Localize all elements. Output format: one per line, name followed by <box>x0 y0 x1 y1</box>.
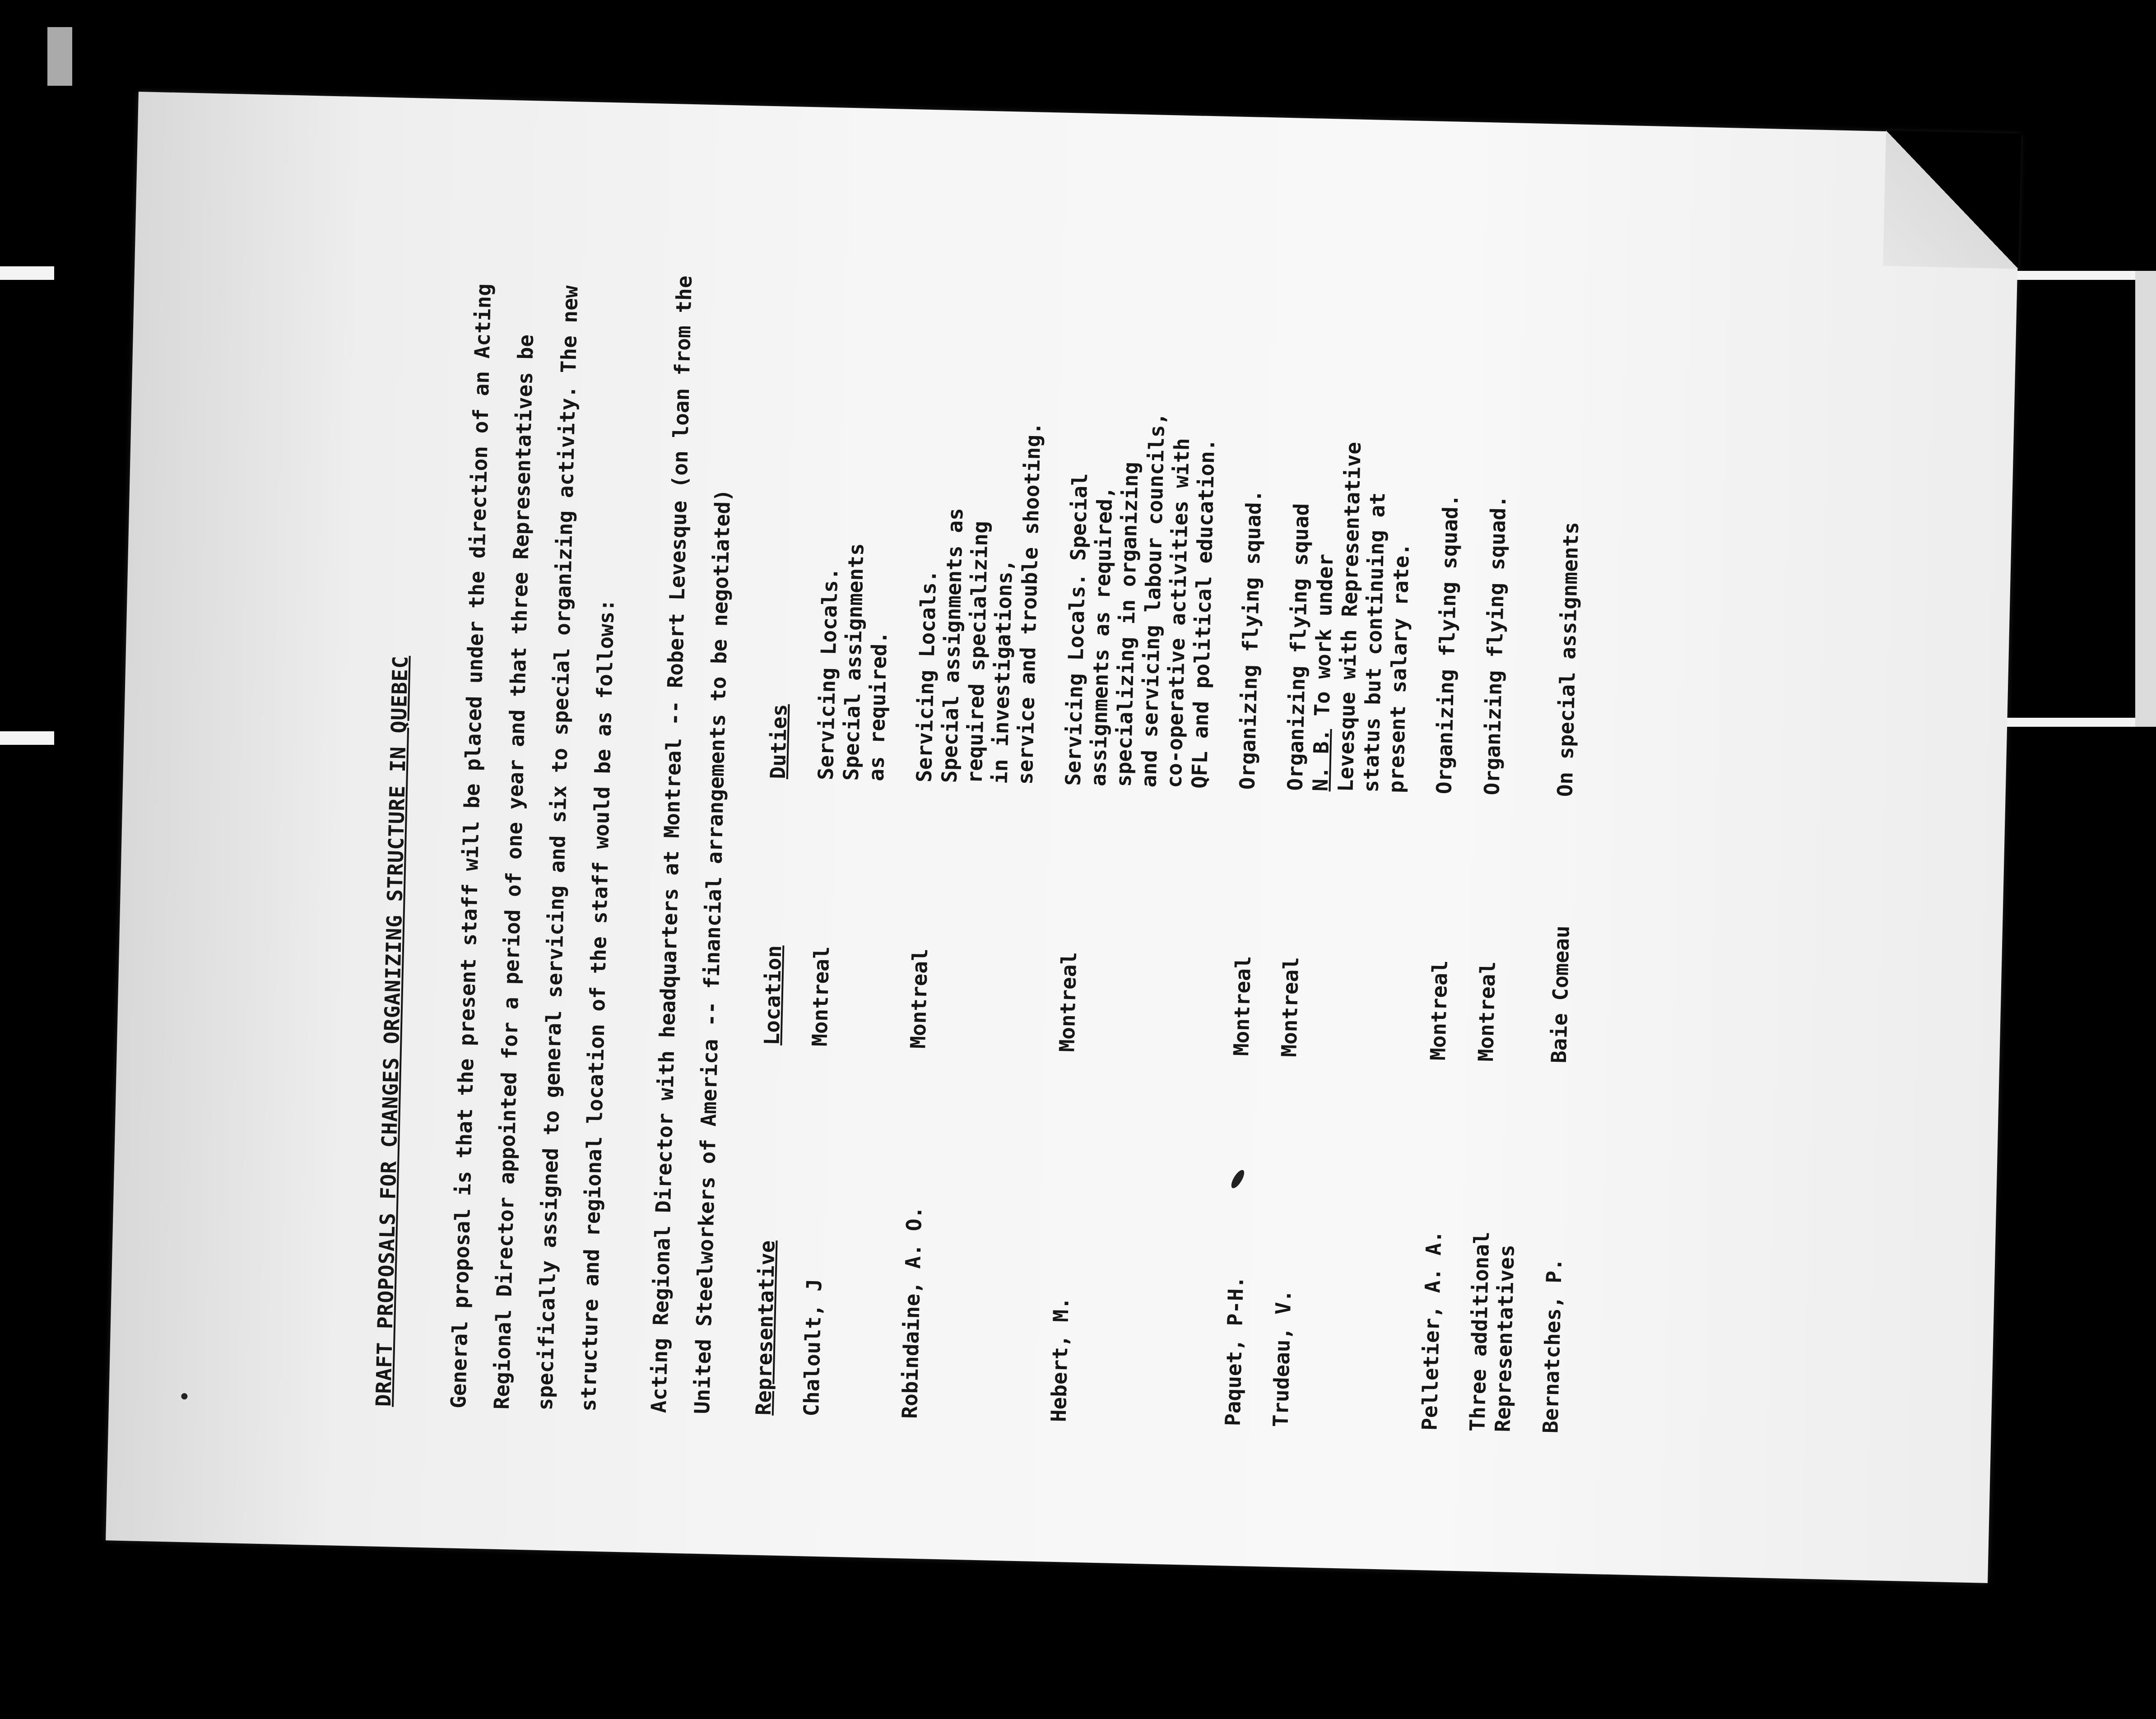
representative-name: Paquet, P-H. <box>1220 1275 1249 1426</box>
header-duties: Duties <box>765 703 792 780</box>
duties: Organizing flying squad. <box>1479 495 1511 796</box>
film-bar-right-top <box>2004 271 2156 280</box>
table-row <box>1417 212 1469 1431</box>
location: Montreal <box>1055 952 1082 1052</box>
location: Baie Comeau <box>1546 925 1574 1064</box>
duties: On special assignments <box>1552 521 1584 797</box>
scan-speck <box>181 1393 187 1399</box>
table-row <box>897 200 1051 1422</box>
duties: Organizing flying squad <box>1282 503 1314 791</box>
representative-name: Three additional Representatives <box>1465 1231 1519 1433</box>
film-edge-right <box>2135 271 2156 727</box>
table-row <box>1220 207 1273 1426</box>
location: Montreal <box>1277 957 1304 1058</box>
film-bar-left-top <box>0 266 54 280</box>
header-representative: Representative <box>751 1240 780 1416</box>
table-row <box>799 198 902 1418</box>
duties: Servicing Locals. Special assignments as required, specializing in organizing and servicing labour councils, co-operative activities with QFL and political education. <box>1060 412 1220 789</box>
location: Montreal <box>1426 960 1453 1061</box>
location: Montreal <box>1229 955 1256 1056</box>
location: Montreal <box>1473 961 1500 1062</box>
acting-director-paragraph: Acting Regional Director with headquarters at Montreal -- Robert Levesque (on loan from the United Steelworkers of America -- financial arrangements to be negotiated) <box>646 275 735 1414</box>
duties-with-note <box>1282 204 1422 793</box>
location: Montreal <box>906 948 933 1049</box>
representative-name: Hebert, M. <box>1046 1296 1073 1422</box>
folded-corner <box>1883 130 2021 269</box>
note-text: To work under Levesque with Representative status but continuing at present salary rate. <box>1310 441 1414 794</box>
staff-table <box>751 196 1591 1433</box>
table-row <box>1046 203 1225 1425</box>
document-title: DRAFT PROPOSALS FOR CHANGES ORGANIZING STRUCTURE IN QUEBEC <box>371 655 413 1407</box>
duties: Organizing flying squad. <box>1431 493 1463 794</box>
table-row <box>1538 214 1590 1434</box>
representative-name: Robindaine, A. O. <box>897 1206 927 1419</box>
note-label: N. B. <box>1308 728 1334 792</box>
duties: Servicing Locals. Special assignments as required specializing in investigations, service and trouble shooting. <box>911 422 1045 785</box>
representative-name: Bernatches, P. <box>1538 1258 1567 1434</box>
header-location: Location <box>759 945 786 1046</box>
film-bar-left-bottom <box>0 731 54 745</box>
representative-name: Chaloult, J <box>799 1278 827 1417</box>
document-content <box>362 188 1878 1440</box>
table-row <box>1268 208 1422 1430</box>
document-sheet <box>106 92 2021 1583</box>
general-proposal-paragraph: General proposal is that the present staff will be placed under the direction of an Acting Regional Director appointed for a period of one year and that three Representatives be specifically assigned to general servicing and six to special organizing activity. The new structure and regional location of the staff would be as follows: <box>446 283 619 1412</box>
duties: Organizing flying squad. <box>1235 489 1266 790</box>
representative-name: Trudeau, V. <box>1268 1289 1296 1427</box>
film-edge-mark <box>47 27 72 86</box>
duties: Servicing Locals. Special assignments as required. <box>813 543 892 782</box>
location: Montreal <box>807 946 834 1047</box>
table-row <box>1464 213 1543 1432</box>
table-header-row <box>751 196 804 1416</box>
representative-name: Pelletier, A. A. <box>1417 1230 1446 1431</box>
